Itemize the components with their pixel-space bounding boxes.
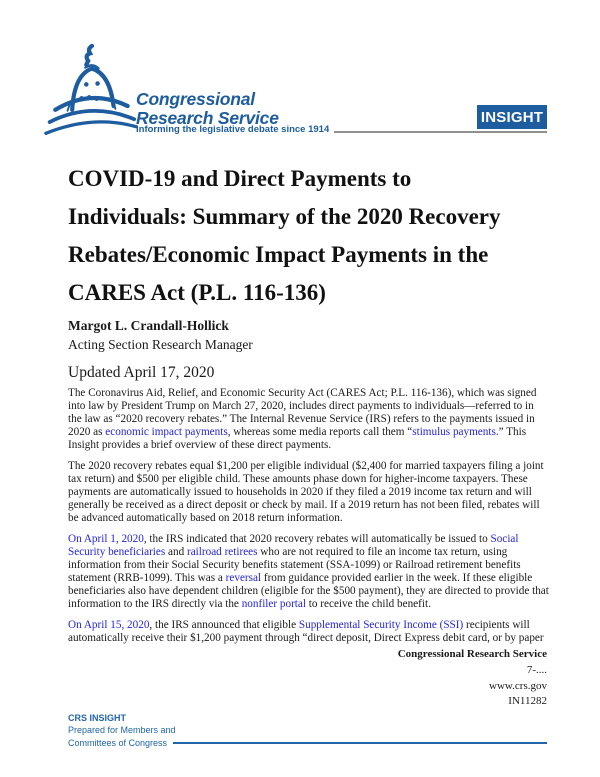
footer-block [398, 647, 547, 710]
text-run: The Coronavirus Aid, Relief, and Economic Security Act (CARES Act; P.L. 116-136), which was signed into law by President Trump on March 27, 2020, includes direct payments to individuals—referred to in the law as “2020 recovery rebates.” The Internal Revenue Service (IRS) refers to the payments issued in 2020 as [68, 387, 537, 438]
page-title-line: Individuals: Summary of the 2020 Recovery [68, 204, 501, 229]
author-role: Acting Section Research Manager [68, 337, 253, 352]
page-title-line: CARES Act (P.L. 116-136) [68, 280, 326, 305]
page-title-line: COVID-19 and Direct Payments to [68, 166, 412, 191]
inline-link[interactable]: stimulus payments. [412, 425, 499, 438]
footer-report-id: IN11282 [508, 695, 547, 708]
page-title [68, 160, 568, 312]
paragraph [68, 619, 550, 645]
footer-website[interactable]: www.crs.gov [489, 679, 547, 692]
document-body [68, 387, 550, 653]
footer-phone: 7-.... [526, 663, 547, 676]
inline-link[interactable]: reversal [225, 571, 262, 584]
text-run: , whereas some media reports call them “ [227, 425, 413, 438]
text-run: , the IRS indicated that 2020 recovery rebates will automatically be issued to [143, 533, 491, 546]
prepared-for-row [68, 737, 547, 749]
capitol-dome-icon [44, 42, 138, 140]
paragraph [68, 387, 550, 452]
page-title-line: Rebates/Economic Impact Payments in the [68, 242, 489, 267]
inline-link[interactable]: railroad retirees [186, 545, 258, 558]
prepared-for-line1: Prepared for Members and [68, 725, 176, 736]
text-run: who are not required to file an income tax return, using information from their Social Security benefits statement (SSA-1099) or Railroad retirement benefits statement (RRB-1099). This was a [68, 545, 521, 584]
crs-logotype-line1: Congressional [136, 89, 255, 109]
crs-insight-label: CRS INSIGHT [68, 713, 127, 723]
inline-link[interactable]: On April 15, 2020 [68, 619, 150, 631]
inline-link[interactable]: nonfiler portal [241, 597, 306, 610]
inline-link[interactable]: Social Security beneficiaries [68, 533, 519, 558]
updated-date: Updated April 17, 2020 [68, 364, 215, 381]
author-block [68, 316, 253, 354]
crs-logotype-line2: Research Service [136, 108, 279, 128]
crs-logotype [136, 90, 279, 128]
crs-tagline: Informing the legislative debate since 1914 [136, 124, 330, 135]
header-rule [334, 131, 547, 133]
bottom-footer [68, 712, 547, 749]
text-run: and [165, 545, 187, 558]
inline-link[interactable]: Supplemental Security Income (SSI) [298, 619, 464, 631]
insight-badge: INSIGHT [477, 105, 547, 129]
prepared-for-line2: Committees of Congress [68, 737, 168, 748]
paragraph [68, 460, 550, 525]
bottom-rule [173, 742, 547, 744]
text-run: recipients will automatically receive their $1,200 payment through “direct deposit, Direct Express debit card, or by paper [68, 619, 544, 644]
footer-org-name: Congressional Research Service [397, 648, 547, 660]
inline-link[interactable]: economic impact payments [105, 425, 228, 438]
text-run: from guidance provided earlier in the week. If these eligible beneficiaries also have dependent children (eligible for the $500 payment), they are directed to provide that information to the IRS directly via the [68, 571, 549, 610]
text-run: ” This Insight provides a brief overview of these direct payments. [68, 425, 527, 451]
inline-link[interactable]: On April 1, 2020 [68, 533, 144, 546]
text-run: The 2020 recovery rebates equal $1,200 per eligible individual ($2,400 for married taxpayers filing a joint tax return) and $500 per eligible child. These amounts phase down for higher-income taxpayers. These payments are automatically issued to households in 2020 if they filed a 2019 income tax return and will generally be received as a direct deposit or check by mail. If a 2019 return has not been filed, rebates will be advanced automatically based on 2018 return information. [68, 460, 544, 524]
author-name: Margot L. Crandall-Hollick [68, 318, 229, 333]
text-run: , the IRS announced that eligible [149, 619, 299, 631]
text-run: to receive the child benefit. [306, 597, 431, 610]
paragraph [68, 533, 550, 610]
